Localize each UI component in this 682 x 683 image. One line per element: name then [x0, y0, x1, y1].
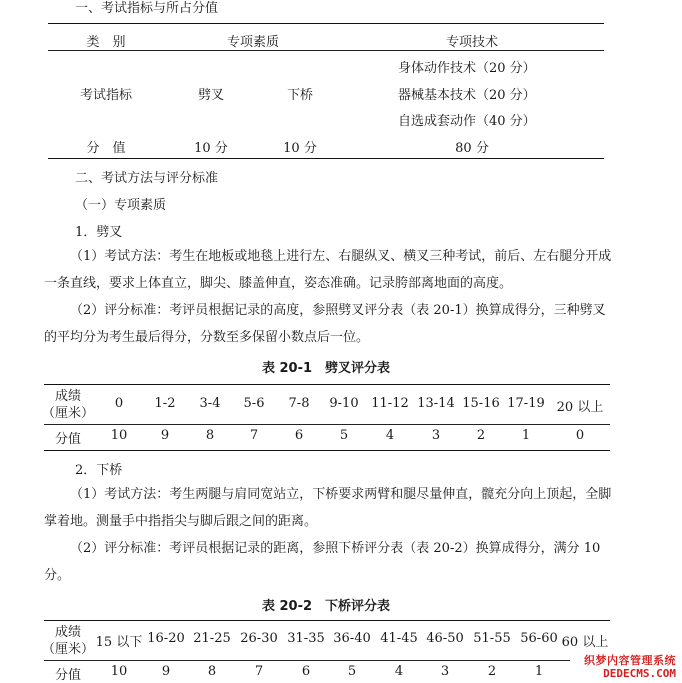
grade-cell-6: 41-45 — [380, 631, 418, 646]
grade-cell-9: 56-60 — [520, 631, 558, 646]
grade-cell-4: 31-35 — [287, 631, 325, 646]
score-cell-1: 9 — [160, 428, 170, 443]
table-rule-middle — [44, 424, 610, 425]
grade-cell-7: 13-14 — [417, 396, 455, 411]
table-rule-top — [44, 620, 610, 621]
grade-cell-8: 51-55 — [473, 631, 511, 646]
row-label-score: 分值 — [54, 432, 82, 447]
score-cell-5: 5 — [339, 428, 349, 443]
score-cell-6: 4 — [385, 428, 395, 443]
score-cell-3: 7 — [249, 428, 259, 443]
item-2-title: 2．下桥 — [75, 463, 123, 478]
grade-cell-3: 5-6 — [243, 396, 265, 411]
site-watermark — [570, 650, 682, 682]
grade-cell-9: 17-19 — [507, 396, 545, 411]
item-2-standard: （2）评分标准：考评员根据记录的距离，参照下桥评分表（表 20-2）换算成得分，满分 10 分。 — [44, 541, 601, 583]
score-cell-2: 8 — [205, 428, 215, 443]
item-2-method: （1）考试方法：考生两腿与肩同宽站立，下桥要求两臂和腿尽量伸直，髋充分向上顶起，全脚掌着地。测量手中指指尖与脚后跟之间的距离。 — [44, 487, 612, 529]
skill-item-apparatus: 器械基本技术（20 分） — [398, 88, 536, 103]
header-special-quality: 专项素质 — [226, 35, 280, 50]
row-label-grade — [42, 388, 94, 422]
item-1-standard: （2）评分标准：考评员根据记录的高度，参照劈叉评分表（表 20-1）换算成得分，三种劈叉的平均分为考生最后得分，分数至多保留小数点后一位。 — [44, 303, 606, 345]
grade-cell-0: 0 — [114, 396, 124, 411]
section-1-title: 一、考试指标与所占分值 — [75, 1, 219, 16]
grade-cell-5: 9-10 — [329, 396, 359, 411]
row-label-score: 分 值 — [86, 141, 126, 156]
section-2-title: 二、考试方法与评分标准 — [75, 171, 219, 186]
score-cell-9: 1 — [521, 428, 531, 443]
grade-cell-5: 36-40 — [333, 631, 371, 646]
score-cell-7: 3 — [431, 428, 441, 443]
quality-score-split: 10 分 — [194, 141, 228, 156]
row-label-score: 分值 — [54, 668, 82, 683]
grade-cell-2: 3-4 — [199, 396, 221, 411]
grade-cell-8: 15-16 — [462, 396, 500, 411]
item-1-method: （1）考试方法：考生在地板或地毯上进行左、右腿纵叉、横叉三种考试，前后、左右腿分开成一条直线，要求上体直立，脚尖、膝盖伸直，姿态准确。记录胯部离地面的高度。 — [44, 249, 612, 291]
grade-cell-10: 20 以上 — [556, 400, 604, 415]
row-label-indicator: 考试指标 — [79, 88, 133, 103]
score-cell-3: 7 — [254, 664, 264, 679]
skill-item-routine: 自选成套动作（40 分） — [398, 114, 536, 129]
score-cell-4: 6 — [294, 428, 304, 443]
subsection-1-title: （一）专项素质 — [75, 198, 167, 213]
grade-cell-1: 16-20 — [147, 631, 185, 646]
score-cell-9: 1 — [534, 664, 544, 679]
table-rule-bottom — [44, 450, 610, 451]
table-20-2-caption: 表 20-2 下桥评分表 — [261, 599, 391, 614]
table-rule-bottom — [48, 158, 604, 159]
table-rule-middle — [44, 660, 610, 661]
table-rule-top — [44, 384, 610, 385]
quality-item-bridge: 下桥 — [286, 88, 314, 103]
grade-cell-0: 15 以下 — [95, 635, 143, 650]
header-category: 类 别 — [86, 35, 126, 50]
table-rule-header — [48, 50, 604, 51]
row-label-grade-line2: （厘米） — [41, 406, 95, 421]
grade-cell-6: 11-12 — [371, 396, 409, 411]
row-label-grade-line2: （厘米） — [41, 642, 95, 657]
table-rule-top — [48, 23, 604, 24]
header-special-skill: 专项技术 — [445, 35, 499, 50]
score-cell-7: 3 — [440, 664, 450, 679]
score-cell-6: 4 — [394, 664, 404, 679]
grade-cell-2: 21-25 — [193, 631, 231, 646]
grade-cell-10: 60 以上 — [561, 635, 609, 650]
grade-cell-1: 1-2 — [154, 396, 176, 411]
score-cell-2: 8 — [207, 664, 217, 679]
score-cell-8: 2 — [487, 664, 497, 679]
score-cell-10: 0 — [575, 428, 585, 443]
row-label-grade — [42, 624, 94, 658]
score-cell-0: 10 — [110, 664, 128, 679]
score-cell-0: 10 — [110, 428, 128, 443]
skill-score: 80 分 — [455, 141, 489, 156]
quality-score-bridge: 10 分 — [283, 141, 317, 156]
score-cell-1: 9 — [161, 664, 171, 679]
score-cell-4: 6 — [301, 664, 311, 679]
row-label-grade-line1: 成绩 — [54, 625, 82, 640]
grade-cell-4: 7-8 — [288, 396, 310, 411]
score-cell-8: 2 — [476, 428, 486, 443]
row-label-grade-line1: 成绩 — [54, 389, 82, 404]
grade-cell-7: 46-50 — [426, 631, 464, 646]
item-1-title: 1．劈叉 — [75, 225, 123, 240]
watermark-line1: 织梦内容管理系统 — [584, 654, 676, 667]
watermark-line2: DEDECMS.COM — [603, 667, 676, 680]
skill-item-body: 身体动作技术（20 分） — [398, 61, 536, 76]
grade-cell-3: 26-30 — [240, 631, 278, 646]
quality-item-split: 劈叉 — [197, 88, 225, 103]
table-20-1-caption: 表 20-1 劈叉评分表 — [261, 361, 391, 376]
score-cell-5: 5 — [347, 664, 357, 679]
